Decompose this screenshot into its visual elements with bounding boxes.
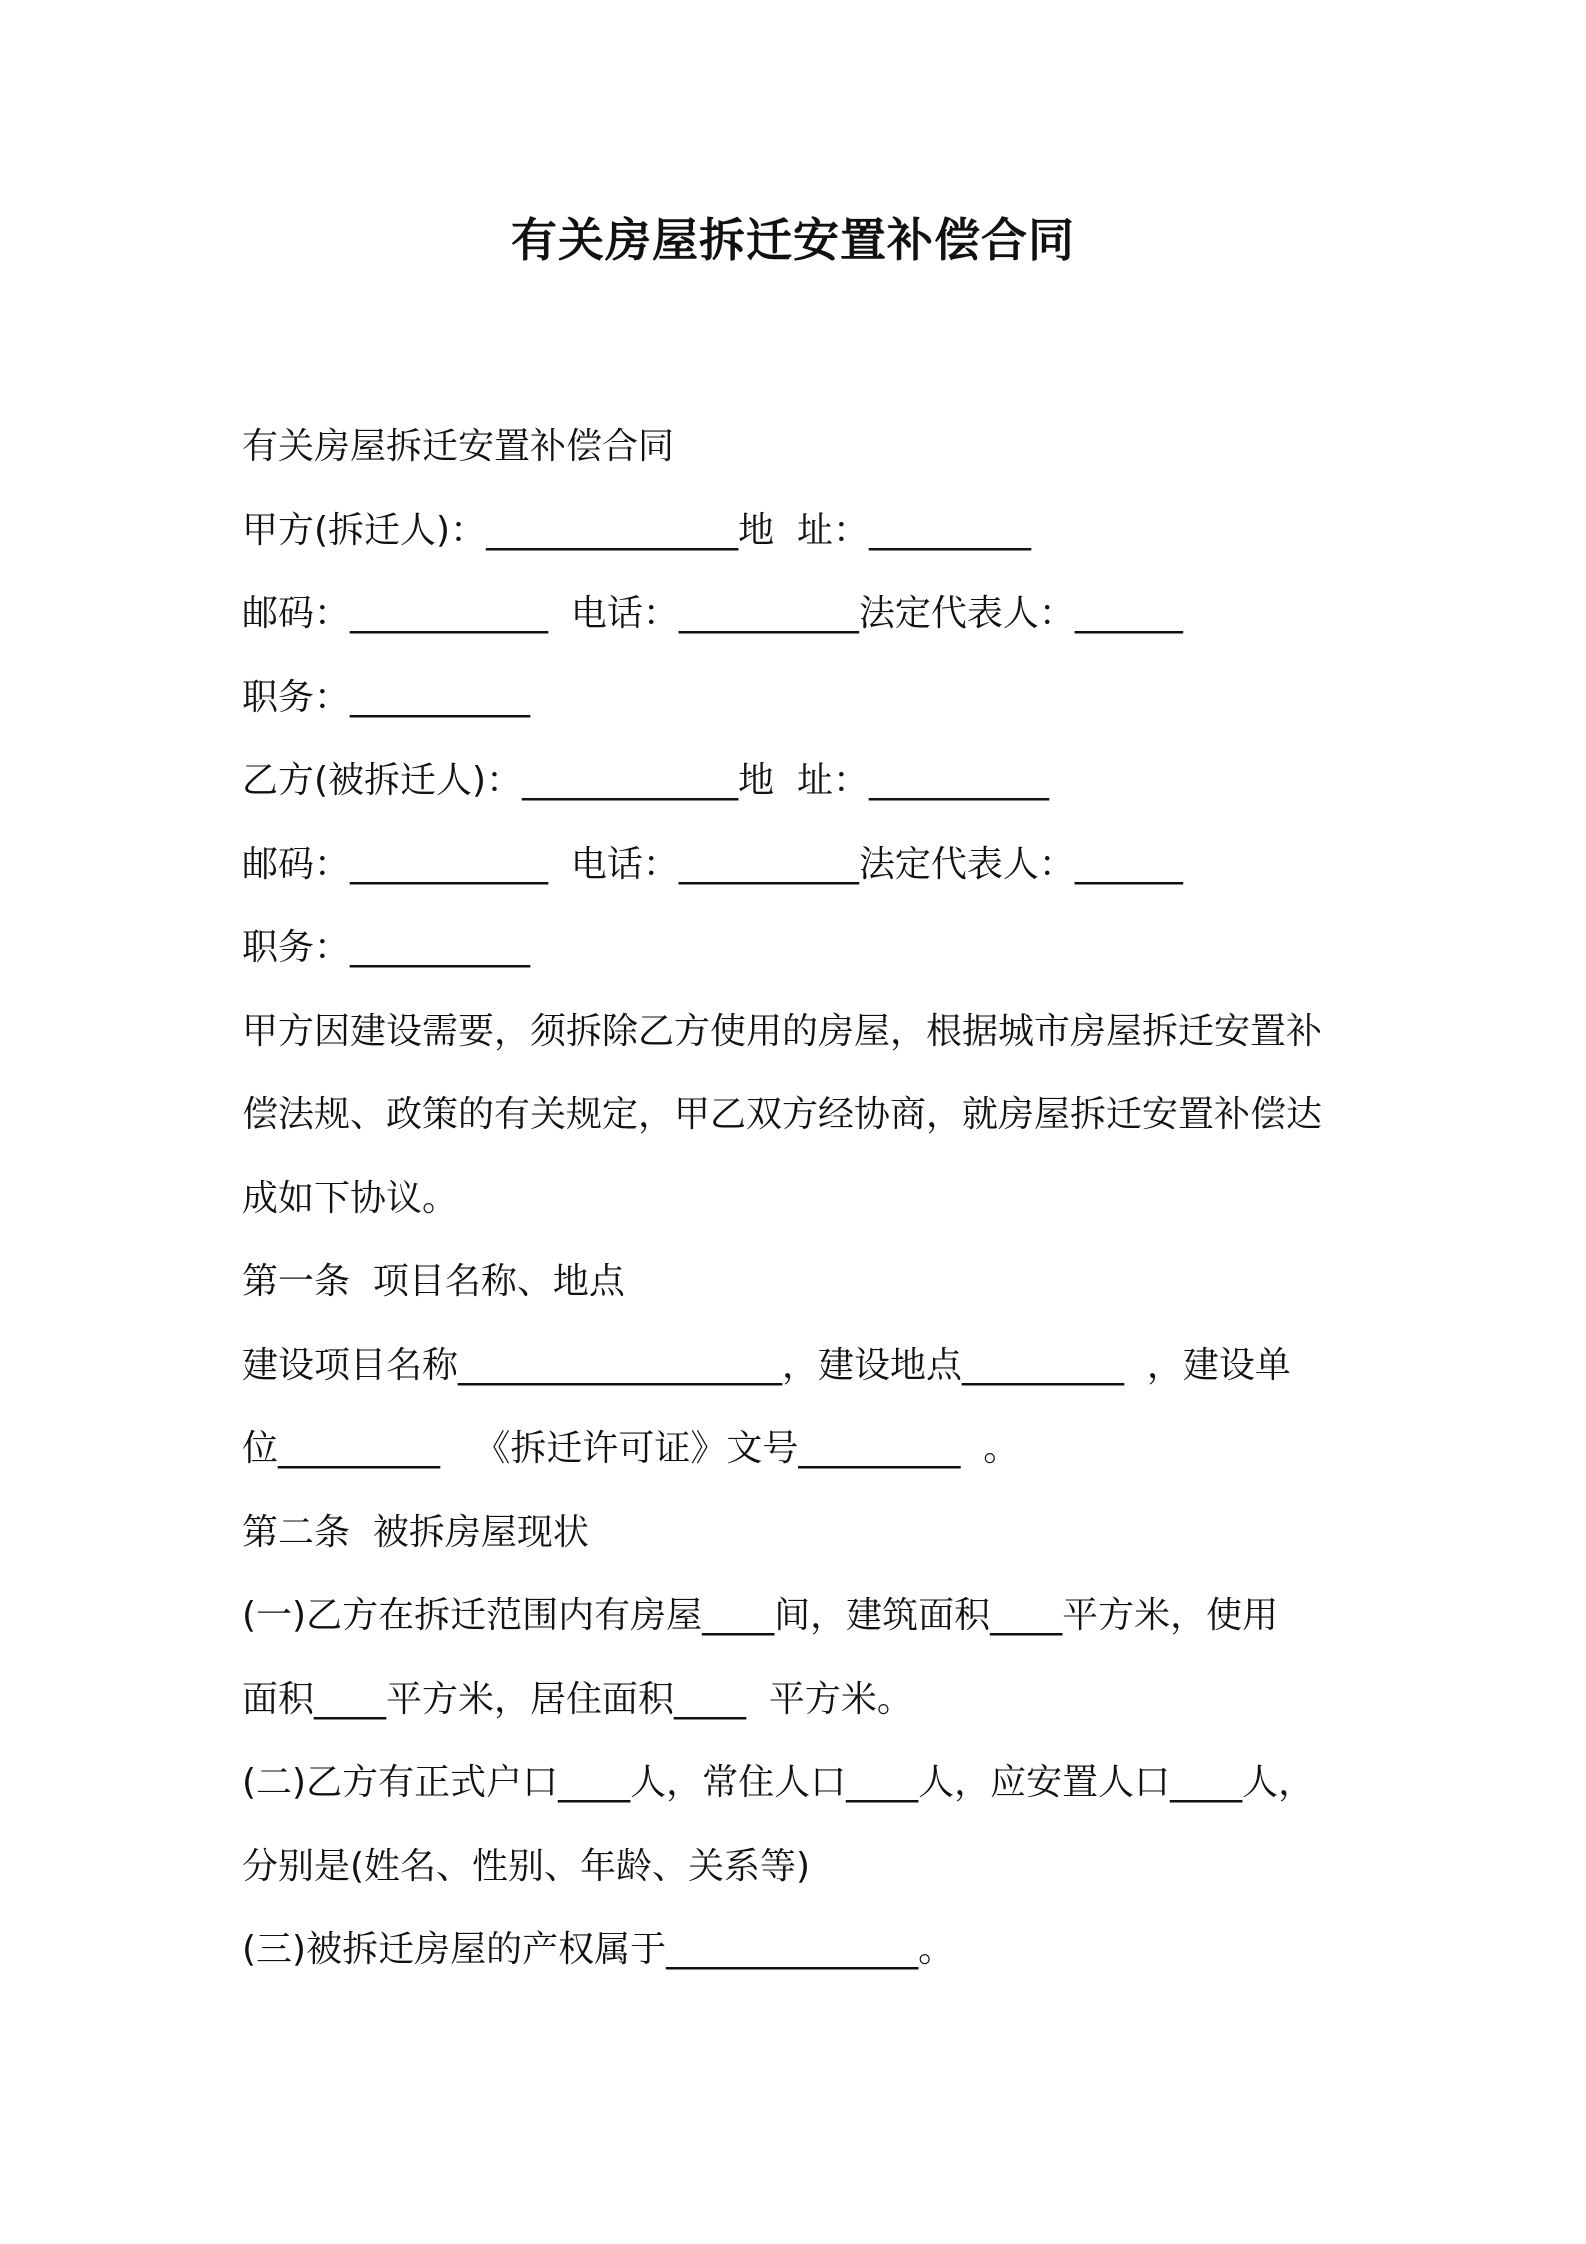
article-2-item-3-line: (三)被拆迁房屋的产权属于______________。 bbox=[242, 1929, 955, 1970]
article-2-item-1-line-2: 面积____平方米，居住面积____ 平方米。 bbox=[242, 1678, 913, 1720]
article-2-item-2-line-1: (二)乙方有正式户口____人，常住人口____人，应安置人口____人， bbox=[242, 1762, 1315, 1803]
preamble-line-3: 成如下协议。 bbox=[242, 1177, 459, 1219]
article-1-line-1: 建设项目名称__________________，建设地点_________ ，建设单 bbox=[242, 1344, 1291, 1386]
party-a-line: 甲方(拆迁人)：______________地 址：_________ bbox=[242, 509, 1031, 551]
party-a-contact-line: 邮码：___________ 电话：__________法定代表人：______ bbox=[242, 593, 1183, 634]
party-b-contact-line: 邮码：___________ 电话：__________法定代表人：______ bbox=[242, 843, 1183, 885]
article-2-item-2-line-2: 分别是(姓名、性别、年龄、关系等) bbox=[242, 1845, 811, 1887]
preamble-line-1: 甲方因建设需要，须拆除乙方使用的房屋，根据城市房屋拆迁安置补 bbox=[242, 1010, 1323, 1052]
party-a-position-line: 职务：__________ bbox=[242, 676, 531, 718]
preamble-line-2: 偿法规、政策的有关规定，甲乙双方经协商，就房屋拆迁安置补偿达 bbox=[242, 1094, 1323, 1135]
article-1-line-2: 位_________ 《拆迁许可证》文号_________ 。 bbox=[242, 1428, 1020, 1469]
document-title: 有关房屋拆迁安置补偿合同 bbox=[511, 213, 1075, 267]
subtitle-line: 有关房屋拆迁安置补偿合同 bbox=[242, 426, 675, 467]
article-2-heading: 第二条 被拆房屋现状 bbox=[242, 1511, 589, 1553]
contract-body bbox=[242, 405, 1372, 1992]
party-b-line: 乙方(被拆迁人)：____________地 址：__________ bbox=[242, 760, 1049, 801]
party-b-position-line: 职务：__________ bbox=[242, 927, 531, 968]
article-2-item-1-line-1: (一)乙方在拆迁范围内有房屋____间，建筑面积____平方米，使用 bbox=[242, 1595, 1279, 1636]
article-1-heading: 第一条 项目名称、地点 bbox=[242, 1261, 625, 1302]
